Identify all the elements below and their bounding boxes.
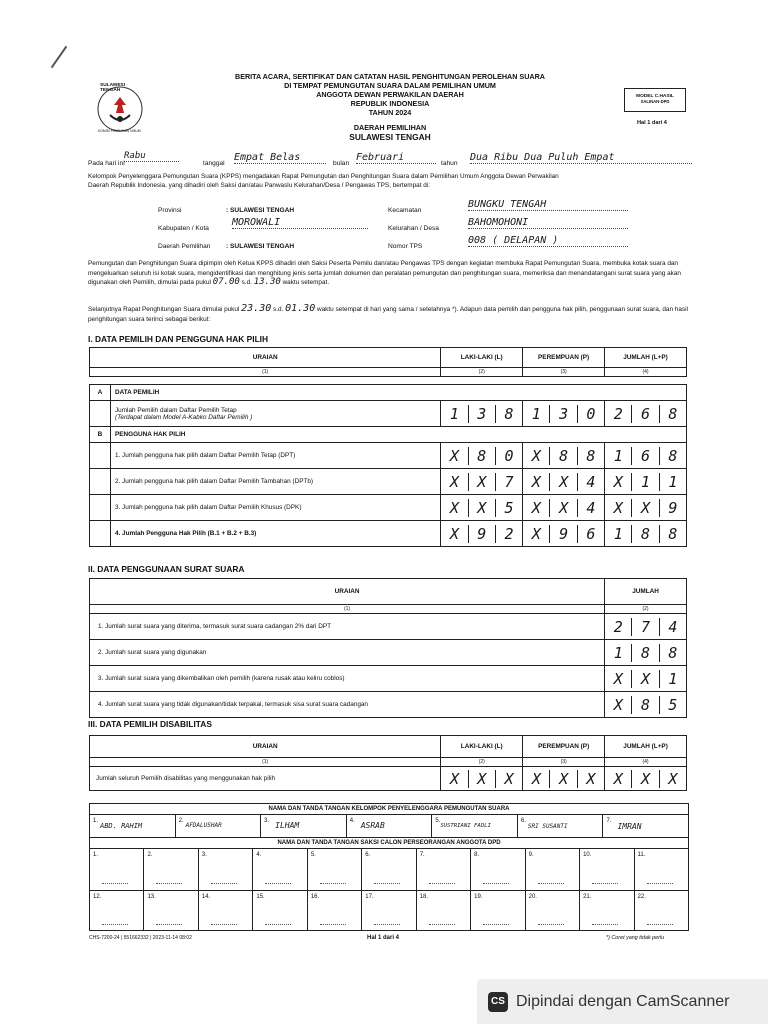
saksi-sig-cell bbox=[308, 849, 362, 890]
saksi-number: 22. bbox=[637, 894, 646, 900]
saksi-sig-cell bbox=[580, 849, 634, 890]
saksi-sig-cell bbox=[526, 849, 580, 890]
header-line-3: ANGGOTA DEWAN PERWAKILAN DAERAH bbox=[316, 90, 464, 99]
sig-number: 6. bbox=[520, 818, 526, 824]
s2-col-jumlah: JUMLAH bbox=[605, 579, 687, 605]
saksi-sig-cell bbox=[417, 891, 471, 931]
s3-col-jumlah: JUMLAH (L+P) bbox=[605, 736, 687, 758]
tps-label: Nomor TPS bbox=[388, 243, 423, 250]
saksi-date-line bbox=[320, 883, 346, 884]
saksi-number: 18. bbox=[419, 894, 429, 900]
digit: 8 bbox=[631, 525, 658, 543]
pada-hari-label: Pada hari ini bbox=[88, 160, 125, 167]
digit: X bbox=[613, 669, 623, 688]
digit: X bbox=[468, 770, 495, 788]
dpt-row-text: Jumlah Pemilih dalam Daftar Pemilih Tetap bbox=[114, 406, 237, 414]
digit: 1 bbox=[613, 446, 623, 465]
digit: 2 bbox=[613, 617, 623, 636]
digit: 6 bbox=[577, 525, 604, 543]
saksi-number: 9. bbox=[528, 852, 534, 858]
sig-number: 1. bbox=[93, 818, 99, 824]
digit: 1 bbox=[659, 473, 686, 491]
s2-idx-2: (2) bbox=[605, 605, 687, 614]
idx-3: (3) bbox=[523, 368, 605, 377]
saksi-sig-cell bbox=[90, 849, 144, 890]
header-line-4: REPUBLIK INDONESIA bbox=[350, 99, 430, 108]
digit: 3 bbox=[468, 405, 495, 423]
header-line-1: BERITA ACARA, SERTIFIKAT DAN CATATAN HASIL PENGHITUNGAN PEROLEHAN SUARA bbox=[235, 72, 545, 81]
digit: 8 bbox=[659, 644, 686, 662]
s2-row-4: 4. Jumlah surat suara yang tidak digunakan/tidak terpakai, termasuk sisa surat suara cadangan bbox=[90, 692, 605, 718]
col-uraian: URAIAN bbox=[90, 348, 441, 368]
saksi-date-line bbox=[320, 924, 346, 925]
digit: 9 bbox=[549, 525, 576, 543]
s2-col-uraian: URAIAN bbox=[90, 579, 605, 605]
digit: 6 bbox=[631, 405, 658, 423]
saksi-number: 20. bbox=[528, 894, 537, 900]
camscanner-watermark bbox=[477, 979, 768, 1024]
section-a-title: DATA PEMILIH bbox=[110, 385, 686, 401]
saksi-number: 13. bbox=[147, 894, 156, 900]
page-label: Hal 1 dari 4 bbox=[637, 120, 667, 126]
kpps-sig-7 bbox=[603, 815, 688, 837]
saksi-number: 17. bbox=[365, 894, 374, 900]
digit: X bbox=[468, 499, 495, 517]
digit: 2 bbox=[613, 404, 623, 423]
col-perempuan: PEREMPUAN (P) bbox=[523, 348, 605, 368]
saksi-date-line bbox=[156, 924, 182, 925]
saksi-date-line bbox=[211, 883, 237, 884]
digit: 5 bbox=[495, 499, 522, 517]
digit: X bbox=[449, 524, 459, 543]
digit: 1 bbox=[613, 643, 623, 662]
saksi-date-line bbox=[374, 883, 400, 884]
tahun-label: tahun bbox=[441, 160, 458, 167]
logo-text: SULAWESI TENGAH bbox=[100, 83, 126, 93]
section-3-title: III. DATA PEMILIH DISABILITAS bbox=[88, 719, 212, 729]
logo-subtext: KOMISI PEMILIHAN UMUM bbox=[98, 129, 141, 133]
digit: 4 bbox=[577, 473, 604, 491]
saksi-number: 14. bbox=[201, 894, 211, 900]
kabupaten-value: MOROWALI bbox=[232, 217, 368, 229]
digit: 9 bbox=[659, 499, 686, 517]
digit: 8 bbox=[659, 525, 686, 543]
s3-col-uraian: URAIAN bbox=[90, 736, 441, 758]
end-time: 13.30 bbox=[253, 277, 281, 287]
kpu-logo bbox=[96, 85, 144, 133]
saksi-number: 5. bbox=[310, 852, 316, 858]
s2-row-2: 2. Jumlah surat suara yang digunakan bbox=[90, 640, 605, 666]
saksi-date-line bbox=[483, 924, 509, 925]
saksi-sig-cell bbox=[199, 891, 253, 931]
digit: X bbox=[613, 769, 623, 788]
digit: X bbox=[549, 473, 576, 491]
sig-number: 3. bbox=[264, 818, 270, 824]
kpps-sig-5 bbox=[432, 815, 518, 837]
bulan-label: bulan bbox=[333, 160, 350, 167]
kelurahan-label: Kelurahan / Desa bbox=[388, 225, 439, 232]
digit: X bbox=[577, 770, 604, 788]
saksi-sig-cell bbox=[417, 849, 471, 890]
saksi-number: 1. bbox=[93, 852, 99, 858]
saksi-number: 11. bbox=[637, 852, 646, 858]
saksi-date-line bbox=[374, 924, 400, 925]
section-1-table bbox=[89, 347, 687, 547]
digit: X bbox=[449, 769, 459, 788]
footer-note: *) Coret yang tidak perlu bbox=[606, 935, 665, 941]
saksi-date-line bbox=[647, 924, 673, 925]
digit: 3 bbox=[549, 405, 576, 423]
digit: 8 bbox=[495, 405, 522, 423]
section-2-title: II. DATA PENGGUNAAN SURAT SUARA bbox=[88, 564, 245, 574]
digit: 8 bbox=[549, 447, 576, 465]
saksi-number: 19. bbox=[474, 894, 483, 900]
s2-row-3: 3. Jumlah surat suara yang dikembalikan oleh pemilih (karena rusak atau keliru coblos) bbox=[90, 666, 605, 692]
pen-stroke bbox=[51, 46, 68, 68]
section-2-table bbox=[89, 578, 687, 718]
s2-row-1: 1. Jumlah surat suara yang diterima, termasuk surat suara cadangan 2% dari DPT bbox=[90, 614, 605, 640]
saksi-number: 3. bbox=[201, 852, 207, 858]
idx-2: (2) bbox=[441, 368, 523, 377]
digit: X bbox=[531, 498, 541, 517]
saksi-date-line bbox=[429, 924, 455, 925]
digit: 6 bbox=[631, 447, 658, 465]
saksi-sig-cell bbox=[471, 891, 525, 931]
footer-code: CHS-7200-24 | 551662332 | 2023-11-14 08:02 bbox=[89, 935, 192, 941]
digit: X bbox=[449, 498, 459, 517]
dpt-laki-cell bbox=[441, 401, 523, 427]
b2-label: 2. Jumlah pengguna hak pilih dalam Daftar Pemilih Tambahan (DPTb) bbox=[110, 469, 440, 495]
camscanner-icon-text: CS bbox=[491, 996, 505, 1007]
sig-number: 7. bbox=[606, 818, 612, 824]
dpt-perempuan-cell bbox=[523, 401, 605, 427]
body-paragraph-1 bbox=[88, 259, 708, 288]
saksi-number: 6. bbox=[365, 852, 371, 858]
kpps-sig-4 bbox=[347, 815, 433, 837]
b4-label: 4. Jumlah Pengguna Hak Pilih (B.1 + B.2 + B.3) bbox=[110, 521, 440, 547]
s3-row-label: Jumlah seluruh Pemilih disabilitas yang menggunakan hak pilih bbox=[90, 767, 441, 791]
saksi-date-line bbox=[592, 924, 618, 925]
model-box bbox=[624, 88, 686, 112]
saksi-number: 4. bbox=[256, 852, 262, 858]
saksi-signature-title: NAMA DAN TANDA TANGAN SAKSI CALON PERSEORANGAN ANGGOTA DPD bbox=[90, 838, 688, 849]
saksi-sig-cell bbox=[471, 849, 525, 890]
date-value: Empat Belas bbox=[234, 152, 326, 164]
saksi-number: 7. bbox=[419, 852, 425, 858]
digit: X bbox=[549, 770, 576, 788]
sig-name: ABD. RAHIM bbox=[100, 822, 143, 830]
region-name: SULAWESI TENGAH bbox=[349, 132, 431, 142]
digit: X bbox=[659, 770, 686, 788]
digit: 4 bbox=[577, 499, 604, 517]
kecamatan-label: Kecamatan bbox=[388, 207, 422, 214]
dapil-value: : SULAWESI TENGAH bbox=[226, 243, 295, 250]
saksi-sig-cell bbox=[362, 849, 416, 890]
saksi-date-line bbox=[647, 883, 673, 884]
dapil-label: Daerah Pemilihan bbox=[158, 243, 211, 250]
digit: X bbox=[613, 695, 623, 714]
kpps-sig-6 bbox=[518, 815, 604, 837]
tps-value: 008 ( DELAPAN ) bbox=[468, 235, 628, 247]
saksi-date-line bbox=[429, 883, 455, 884]
saksi-date-line bbox=[102, 883, 128, 884]
intro-text-1: Kelompok Penyelenggara Pemungutan Suara (KPPS) mengadakan Rapat Pemungutan dan Penghitungan Suara dalam Pemilihan Umum Anggota Dewan Perwakilan bbox=[88, 173, 559, 180]
region-title: DAERAH PEMILIHAN bbox=[353, 123, 427, 132]
saksi-sig-cell bbox=[580, 891, 634, 931]
saksi-date-line bbox=[483, 883, 509, 884]
count-end-time: 01.30 bbox=[285, 303, 316, 314]
s3-idx-1: (1) bbox=[90, 758, 441, 767]
year-value: Dua Ribu Dua Puluh Empat bbox=[470, 152, 692, 164]
s3-col-perempuan: PEREMPUAN (P) bbox=[523, 736, 605, 758]
saksi-date-line bbox=[211, 924, 237, 925]
digit: X bbox=[449, 446, 459, 465]
digit: X bbox=[613, 472, 623, 491]
digit: 1 bbox=[659, 670, 686, 688]
body-text-1: Pemungutan dan Penghitungan Suara dipimpin oleh Ketua KPPS dihadiri oleh Saksi Peserta Pemilu dan/atau Pengawas TPS dengan kegiatan membuka Rapat Pemungutan Suara, membuka kotak suara dan mengeluarkan seluruh isi kotak suara, mengidentifikasi dan menghitung jenis serta jumlah dokumen dan peralatan pemungutan dan penghitungan suara, memeriksa dan menandatangani surat suara yang akan digunakan oleh Pemilih, dimulai pada pukul bbox=[88, 260, 681, 286]
saksi-sig-cell bbox=[253, 891, 307, 931]
saksi-number: 8. bbox=[474, 852, 480, 858]
section-3-table bbox=[89, 735, 687, 791]
tanggal-label: tanggal bbox=[203, 160, 225, 167]
saksi-number: 12. bbox=[93, 894, 102, 900]
kpps-sig-1 bbox=[90, 815, 176, 837]
digit: 1 bbox=[531, 404, 541, 423]
digit: 9 bbox=[468, 525, 495, 543]
saksi-row-2 bbox=[90, 891, 688, 931]
saksi-date-line bbox=[538, 924, 564, 925]
provinsi-label: Provinsi bbox=[158, 207, 182, 214]
digit: X bbox=[468, 473, 495, 491]
camscanner-text: Dipindai dengan CamScanner bbox=[516, 992, 730, 1010]
digit: 8 bbox=[468, 447, 495, 465]
digit: X bbox=[631, 499, 658, 517]
model-label: MODEL C.HASIL bbox=[636, 94, 674, 99]
digit: 8 bbox=[659, 405, 686, 423]
body-text-2b: waktu setempat di hari yang sama / setelahnya *). Adapun data pemilih dan pengguna hak pilih, penggunaan surat suara, dan hasil penghitungan suara terinci sebagai berikut: bbox=[88, 306, 688, 323]
digit: 1 bbox=[613, 524, 623, 543]
kabupaten-label: Kabupaten / Kota bbox=[158, 225, 209, 232]
body-text-1-end: waktu setempat. bbox=[282, 279, 330, 286]
saksi-sig-cell bbox=[362, 891, 416, 931]
start-time: 07.00 bbox=[212, 277, 240, 287]
saksi-sig-cell bbox=[144, 891, 198, 931]
saksi-number: 10. bbox=[583, 852, 592, 858]
digit: X bbox=[531, 769, 541, 788]
idx-4: (4) bbox=[605, 368, 687, 377]
kpps-signature-title: NAMA DAN TANDA TANGAN KELOMPOK PENYELENGGARA PEMUNGUTAN SUARA bbox=[90, 804, 688, 815]
s2-idx-1: (1) bbox=[90, 605, 605, 614]
sig-number: 2. bbox=[178, 818, 184, 824]
saksi-number: 16. bbox=[310, 894, 320, 900]
b1-label: 1. Jumlah pengguna hak pilih dalam Daftar Pemilih Tetap (DPT) bbox=[110, 443, 440, 469]
sig-number: 4. bbox=[349, 818, 355, 824]
day-value: Rabu bbox=[124, 151, 179, 162]
section-b-title: PENGGUNA HAK PILIH bbox=[110, 427, 686, 443]
intro-text-2: Daerah Republik Indonesia, yang dihadiri oleh Saksi dan/atau Panwaslu Kelurahan/Desa / Pengawas TPS, bertempat di: bbox=[88, 182, 430, 189]
camscanner-icon bbox=[488, 992, 508, 1012]
s3-idx-3: (3) bbox=[523, 758, 605, 767]
digit: X bbox=[631, 770, 658, 788]
digit: 1 bbox=[631, 473, 658, 491]
saksi-sig-cell bbox=[144, 849, 198, 890]
body-paragraph-2 bbox=[88, 304, 708, 324]
saksi-sig-cell bbox=[308, 891, 362, 931]
digit: 8 bbox=[631, 644, 658, 662]
digit: X bbox=[531, 472, 541, 491]
header-line-5: TAHUN 2024 bbox=[368, 108, 412, 117]
digit: 7 bbox=[495, 473, 522, 491]
digit: X bbox=[531, 446, 541, 465]
saksi-date-line bbox=[102, 924, 128, 925]
model-sublabel: SALINAN-DPD bbox=[640, 99, 670, 104]
digit: 8 bbox=[577, 447, 604, 465]
saksi-date-line bbox=[156, 883, 182, 884]
digit: 7 bbox=[631, 618, 658, 636]
sig-name: ILHAM bbox=[275, 821, 300, 830]
section-a-label: A bbox=[90, 385, 111, 401]
col-laki: LAKI-LAKI (L) bbox=[441, 348, 523, 368]
header-line-2: DI TEMPAT PEMUNGUTAN SUARA DALAM PEMILIHAN UMUM bbox=[284, 81, 496, 90]
digit: 5 bbox=[659, 696, 686, 714]
digit: X bbox=[631, 670, 658, 688]
kpps-sig-3 bbox=[261, 815, 347, 837]
sig-name: ASRAB bbox=[360, 821, 385, 830]
dpt-row-note: (Terdapat dalam Model A-Kabko Daftar Pemilih ) bbox=[114, 413, 253, 421]
digit: 8 bbox=[659, 447, 686, 465]
saksi-date-line bbox=[265, 924, 291, 925]
sd-label: s.d. bbox=[241, 279, 252, 286]
signature-block bbox=[89, 803, 689, 931]
saksi-sig-cell bbox=[253, 849, 307, 890]
saksi-date-line bbox=[592, 883, 618, 884]
saksi-date-line bbox=[265, 883, 291, 884]
digit: X bbox=[495, 770, 522, 788]
saksi-sig-cell bbox=[635, 849, 688, 890]
digit: 0 bbox=[495, 447, 522, 465]
saksi-number: 21. bbox=[583, 894, 592, 900]
saksi-row-1 bbox=[90, 849, 688, 891]
sig-name: SRI SUSANTI bbox=[527, 823, 568, 830]
saksi-number: 15. bbox=[256, 894, 265, 900]
section-b-label: B bbox=[90, 427, 111, 443]
digit: 8 bbox=[631, 696, 658, 714]
kpps-signature-row bbox=[90, 815, 688, 838]
digit: X bbox=[531, 524, 541, 543]
digit: 4 bbox=[659, 618, 686, 636]
saksi-date-line bbox=[538, 883, 564, 884]
saksi-sig-cell bbox=[199, 849, 253, 890]
s3-idx-4: (4) bbox=[605, 758, 687, 767]
digit: 1 bbox=[449, 404, 459, 423]
idx-1: (1) bbox=[90, 368, 441, 377]
provinsi-value: : SULAWESI TENGAH bbox=[226, 207, 295, 214]
s3-idx-2: (2) bbox=[441, 758, 523, 767]
sig-number: 5. bbox=[435, 818, 441, 824]
kecamatan-value: BUNGKU TENGAH bbox=[468, 199, 628, 211]
saksi-number: 2. bbox=[147, 852, 153, 858]
saksi-sig-cell bbox=[90, 891, 144, 931]
footer-page: Hal 1 dari 4 bbox=[367, 935, 400, 941]
b3-label: 3. Jumlah pengguna hak pilih dalam Daftar Pemilih Khusus (DPK) bbox=[110, 495, 440, 521]
saksi-sig-cell bbox=[526, 891, 580, 931]
sig-name: AFDALUSHAR bbox=[185, 822, 222, 829]
month-value: Februari bbox=[356, 152, 436, 164]
s3-col-laki: LAKI-LAKI (L) bbox=[441, 736, 523, 758]
digit: X bbox=[449, 472, 459, 491]
digit: 0 bbox=[577, 405, 604, 423]
section-1-title: I. DATA PEMILIH DAN PENGGUNA HAK PILIH bbox=[88, 334, 269, 344]
count-start-time: 23.30 bbox=[241, 303, 272, 314]
document-header bbox=[200, 72, 580, 142]
digit: 2 bbox=[495, 525, 522, 543]
col-jumlah: JUMLAH (L+P) bbox=[605, 348, 687, 368]
saksi-sig-cell bbox=[635, 891, 688, 931]
dpt-jumlah-cell bbox=[605, 401, 687, 427]
kpps-sig-2 bbox=[176, 815, 262, 837]
dpt-row-label bbox=[110, 401, 440, 427]
sd-label-2: s.d. bbox=[273, 306, 284, 313]
sig-name: SUSTRIANI FADLI bbox=[440, 823, 491, 829]
kelurahan-value: BAHOMOHONI bbox=[468, 217, 628, 229]
digit: X bbox=[549, 499, 576, 517]
sig-name: IMRAN bbox=[617, 822, 642, 831]
digit: X bbox=[613, 498, 623, 517]
body-text-2a: Selanjutnya Rapat Penghitungan Suara dimulai pukul bbox=[88, 306, 240, 313]
